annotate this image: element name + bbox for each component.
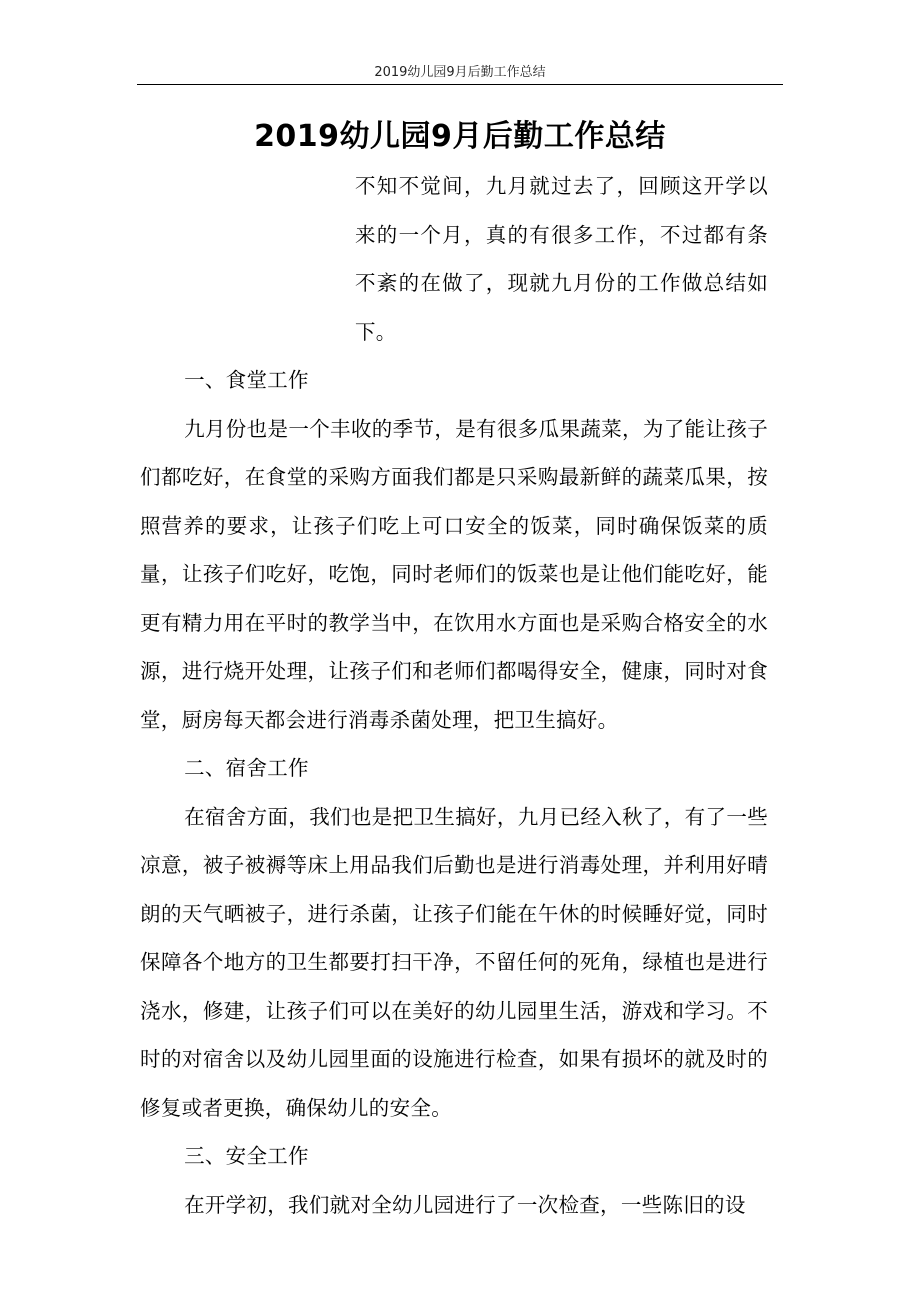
- header-rule: [137, 84, 783, 85]
- document-title: 2019幼儿园9月后勤工作总结: [254, 119, 666, 154]
- intro-paragraph: 不知不觉间，九月就过去了，回顾这开学以来的一个月，真的有很多工作，不过都有条不紊的在做了，现就九月份的工作做总结如下。: [355, 174, 768, 344]
- section-heading-dormitory: 二、宿舍工作: [184, 756, 309, 780]
- document-body: [140, 162, 768, 1229]
- section-body-canteen: 九月份也是一个丰收的季节，是有很多瓜果蔬菜，为了能让孩子们都吃好，在食堂的采购方面我们都是只采购最新鲜的蔬菜瓜果，按照营养的要求，让孩子们吃上可口安全的饭菜，同时确保饭菜的质量，让孩子们吃好，吃饱，同时老师们的饭菜也是让他们能吃好，能更有精力用在平时的教学当中，在饮用水方面也是采购合格安全的水源，进行烧开处理，让孩子们和老师们都喝得安全，健康，同时对食堂，厨房每天都会进行消毒杀菌处理，把卫生搞好。: [140, 416, 768, 732]
- section-heading-canteen: 一、食堂工作: [184, 368, 309, 392]
- section-heading-safety: 三、安全工作: [184, 1144, 309, 1168]
- running-header: 2019幼儿园9月后勤工作总结: [374, 65, 546, 80]
- section-body-safety: 在开学初，我们就对全幼儿园进行了一次检查，一些陈旧的设: [184, 1192, 746, 1217]
- section-body-dormitory: 在宿舍方面，我们也是把卫生搞好，九月已经入秋了，有了一些凉意，被子被褥等床上用品我们后勤也是进行消毒处理，并利用好晴朗的天气晒被子，进行杀菌，让孩子们能在午休的时候睡好觉，同时保障各个地方的卫生都要打扫干净，不留任何的死角，绿植也是进行浇水，修建，让孩子们可以在美好的幼儿园里生活，游戏和学习。不时的对宿舍以及幼儿园里面的设施进行检查，如果有损坏的就及时的修复或者更换，确保幼儿的安全。: [140, 804, 768, 1120]
